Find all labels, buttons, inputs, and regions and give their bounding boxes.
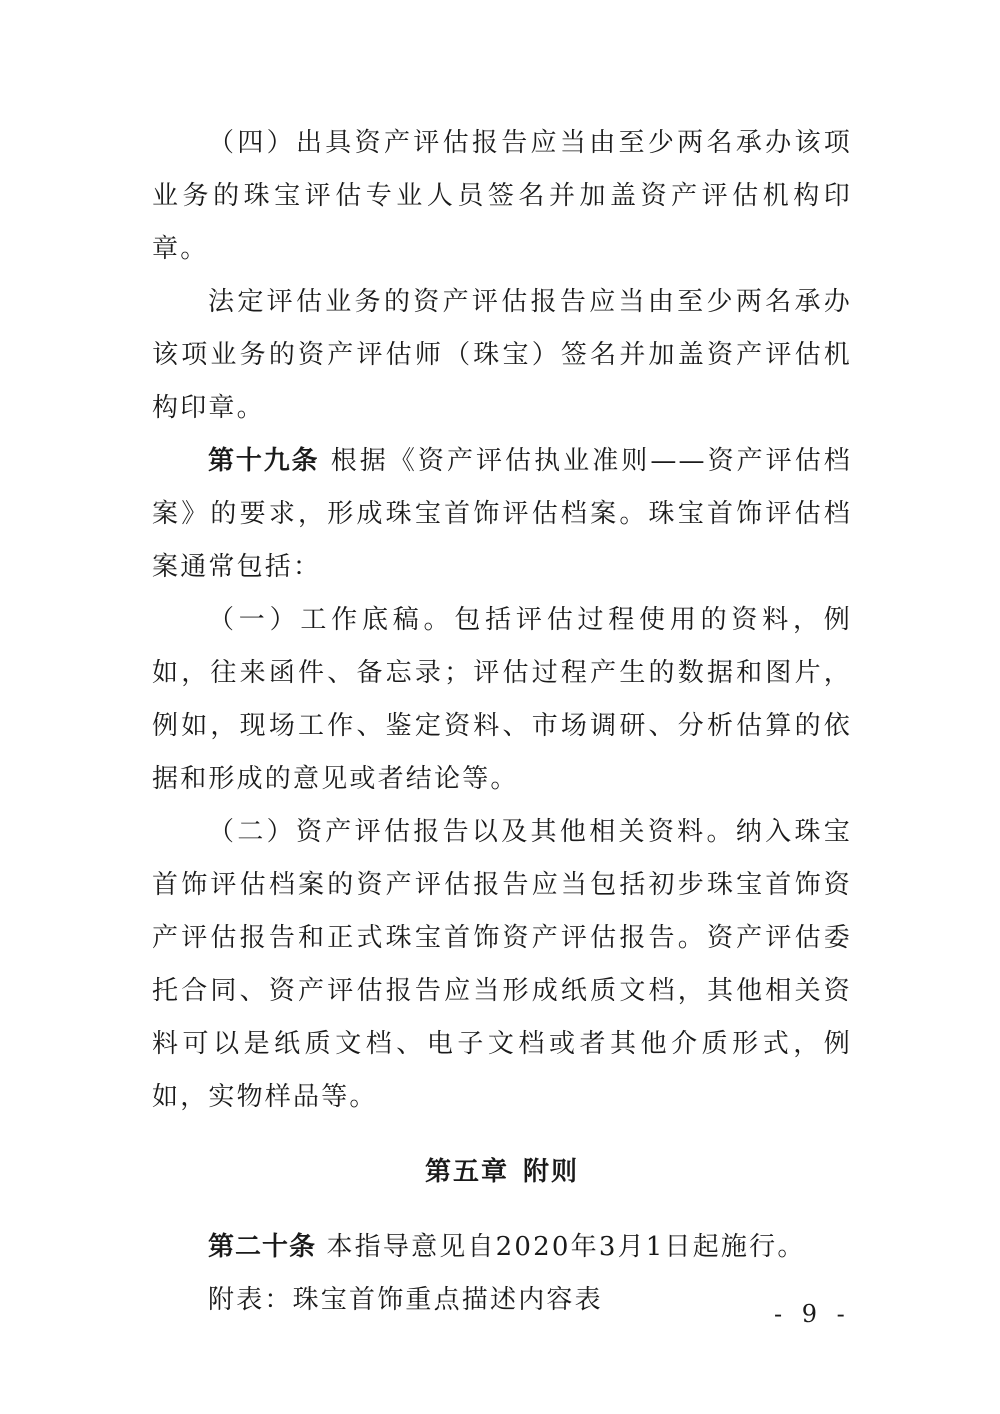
paragraph-text: （二）资产评估报告以及其他相关资料。纳入珠宝首饰评估档案的资产评估报告应当包括初步珠宝首饰资产评估报告和正式珠宝首饰资产评估报告。资产评估委托合同、资产评估报告应当形成纸质文档，其他相关资料可以是纸质文档、电子文档或者其他介质形式，例如，实物样品等。: [152, 817, 852, 1112]
paragraph-item-1: [152, 594, 852, 806]
chapter-name: 附则: [523, 1157, 580, 1187]
chapter-title: [152, 1146, 852, 1199]
appendix-line: [152, 1274, 852, 1327]
document-body: [152, 117, 852, 1327]
article-20: [152, 1221, 852, 1274]
paragraph-text: 根据《资产评估执业准则——资产评估档案》的要求，形成珠宝首饰评估档案。珠宝首饰评估档案通常包括：: [152, 446, 852, 582]
chapter-number: 第五章: [424, 1157, 509, 1187]
paragraph-text: 法定评估业务的资产评估报告应当由至少两名承办该项业务的资产评估师（珠宝）签名并加盖资产评估机构印章。: [152, 287, 852, 423]
appendix-text: 附表：珠宝首饰重点描述内容表: [208, 1285, 603, 1315]
paragraph-text: 本指导意见自2020年3月1日起施行。: [316, 1232, 806, 1262]
paragraph-item-2: [152, 806, 852, 1124]
paragraph-statutory-signature: [152, 276, 852, 435]
paragraph-text: （一）工作底稿。包括评估过程使用的资料，例如，往来函件、备忘录；评估过程产生的数据和图片，例如，现场工作、鉴定资料、市场调研、分析估算的依据和形成的意见或者结论等。: [152, 605, 852, 794]
article-20-heading: 第二十条: [208, 1232, 317, 1262]
page-number: - 9 -: [774, 1300, 851, 1328]
article-19-heading: 第十九条: [208, 446, 320, 476]
paragraph-text: （四）出具资产评估报告应当由至少两名承办该项业务的珠宝评估专业人员签名并加盖资产评估机构印章。: [152, 128, 852, 264]
article-19: [152, 435, 852, 594]
paragraph-item-4: [152, 117, 852, 276]
